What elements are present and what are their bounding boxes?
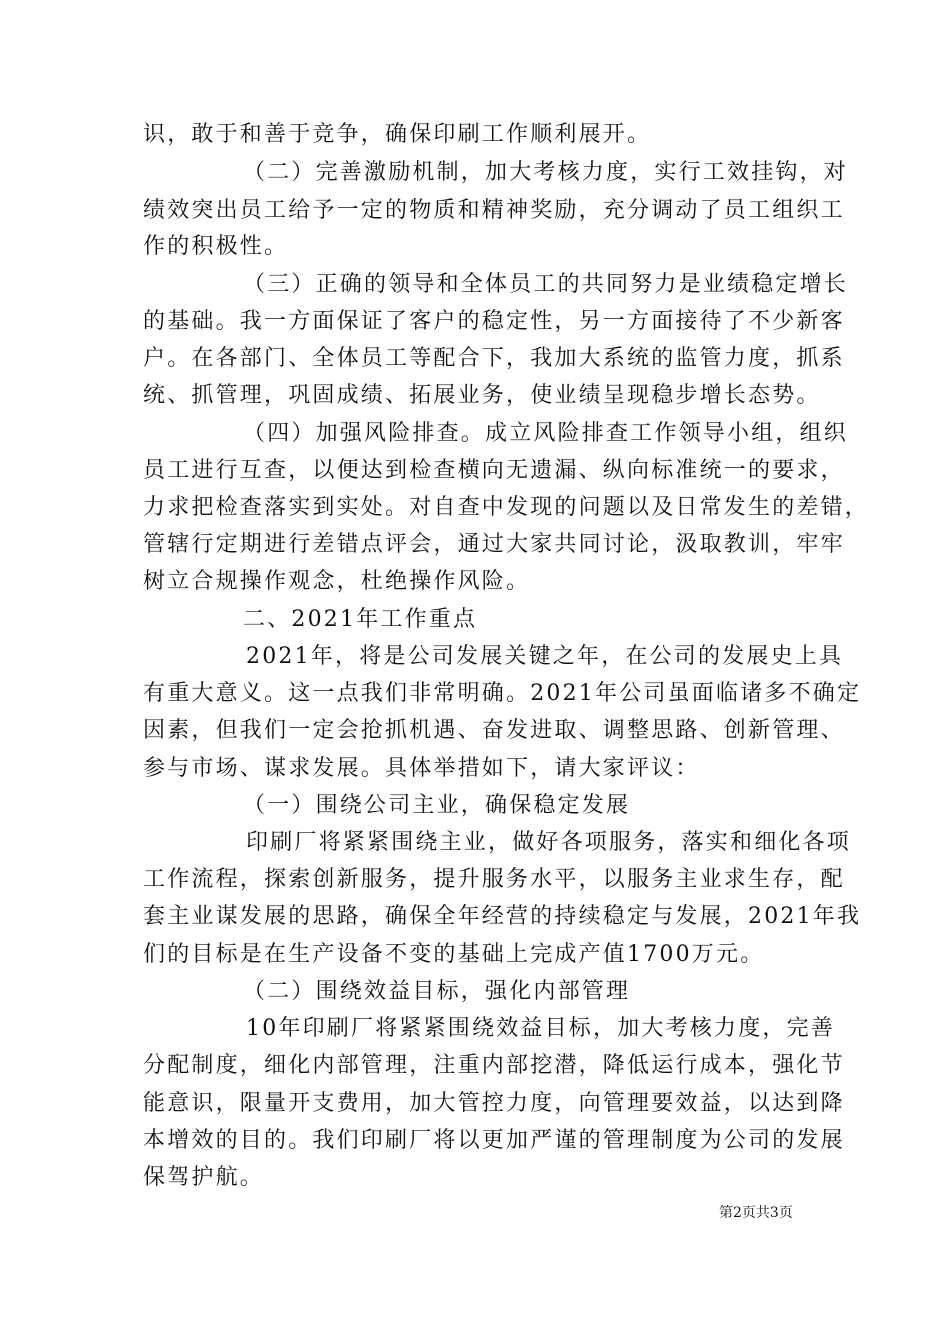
text-line: 绩效突出员工给予一定的物质和精神奖励，充分调动了员工组织工 [143, 198, 845, 223]
text-line: 印刷厂将紧紧围绕主业，做好各项服务，落实和细化各项 [246, 830, 852, 855]
text-line: 2021年，将是公司发展关键之年，在公司的发展史上具 [246, 644, 844, 669]
text-line: 工作流程，探索创新服务，提升服务水平，以服务主业求生存，配 [143, 867, 845, 892]
text-line: 们的目标是在生产设备不变的基础上完成产值1700万元。 [143, 942, 765, 967]
text-line: （四）加强风险排查。成立风险排查工作领导小组，组织 [243, 421, 849, 446]
text-line: 员工进行互查，以便达到检查横向无遗漏、纵向标准统一的要求， [143, 458, 845, 483]
text-line: 户。在各部门、全体员工等配合下，我加大系统的监管力度，抓系 [143, 346, 845, 371]
text-line: 分配制度，细化内部管理，注重内部挖潜，降低运行成本，强化节 [143, 1053, 845, 1078]
text-line: 参与市场、谋求发展。具体举措如下，请大家评议： [143, 756, 700, 781]
text-line: 统、抓管理，巩固成绩、拓展业务，使业绩呈现稳步增长态势。 [143, 383, 821, 408]
text-line: （二）完善激励机制，加大考核力度，实行工效挂钩，对 [243, 160, 849, 185]
text-line: 10年印刷厂将紧紧围绕效益目标，加大考核力度，完善 [246, 1016, 835, 1041]
text-line: 因素，但我们一定会抢抓机遇、奋发进取、调整思路、创新管理、 [143, 718, 845, 743]
text-line: 有重大意义。这一点我们非常明确。2021年公司虽面临诸多不确定 [143, 681, 862, 706]
text-line: 树立合规操作观念，杜绝操作风险。 [143, 569, 531, 594]
subsection-heading: （一）围绕公司主业，确保稳定发展 [243, 793, 631, 818]
page-footer: 第2页共3页 [719, 1205, 793, 1221]
text-line: 本增效的目的。我们印刷厂将以更加严谨的管理制度为公司的发展 [143, 1128, 845, 1153]
text-line: 识，敢于和善于竞争，确保印刷工作顺利展开。 [143, 122, 652, 147]
section-heading: 二、2021年工作重点 [243, 607, 478, 632]
text-line: 作的积极性。 [143, 234, 289, 259]
text-line: 管辖行定期进行差错点评会，通过大家共同讨论，汲取教训，牢牢 [143, 532, 845, 557]
text-line: 能意识，限量开支费用，加大管控力度，向管理要效益，以达到降 [143, 1091, 845, 1116]
subsection-heading: （二）围绕效益目标，强化内部管理 [243, 979, 631, 1004]
text-line: 力求把检查落实到实处。对自查中发现的问题以及日常发生的差错， [143, 495, 870, 520]
text-line: （三）正确的领导和全体员工的共同努力是业绩稳定增长 [243, 272, 849, 297]
text-line: 保驾护航。 [143, 1165, 265, 1190]
text-line: 的基础。我一方面保证了客户的稳定性，另一方面接待了不少新客 [143, 309, 845, 334]
text-line: 套主业谋发展的思路，确保全年经营的持续稳定与发展，2021年我 [143, 904, 862, 929]
